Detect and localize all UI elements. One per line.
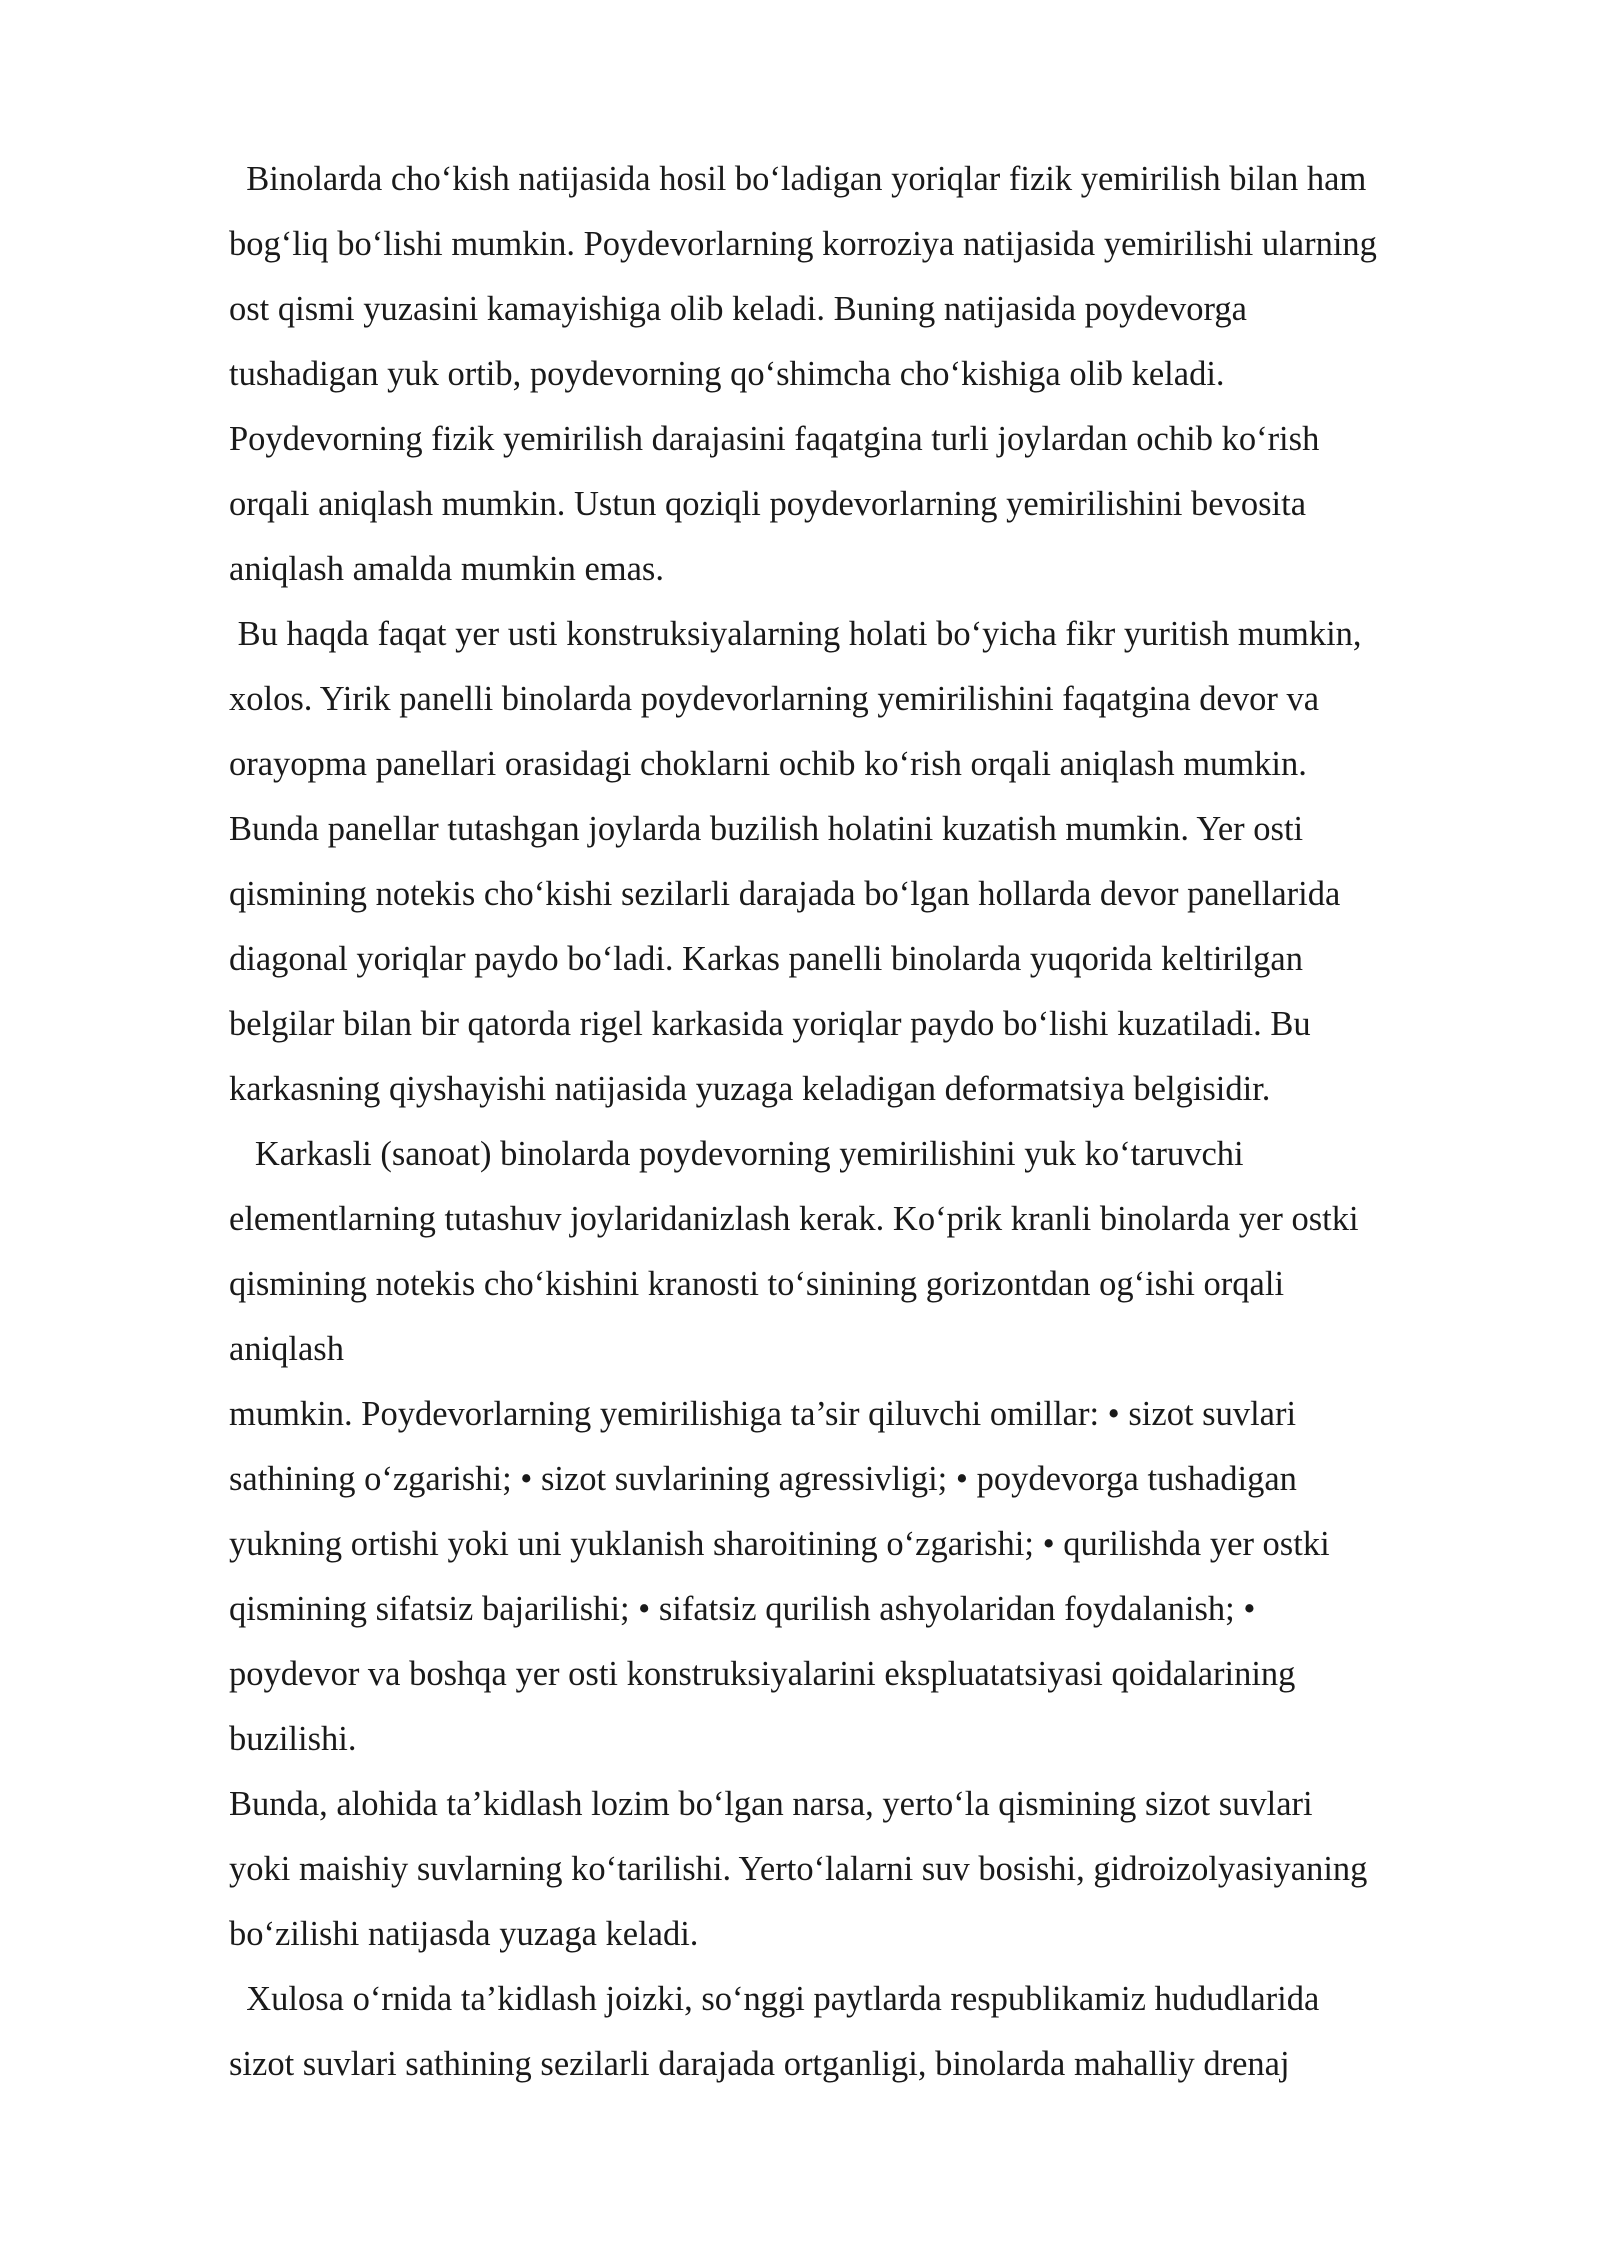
text-line: Poydevorning fizik yemirilish darajasini faqatgina turli joylardan ochib ko‘rish — [229, 420, 1320, 458]
text-line: karkasning qiyshayishi natijasida yuzaga keladigan deformatsiya belgisidir. — [229, 1070, 1271, 1108]
text-line: yukning ortishi yoki uni yuklanish sharoitining o‘zgarishi; • qurilishda yer ostki — [229, 1525, 1330, 1563]
text-line: qismining sifatsiz bajarilishi; • sifatsiz qurilish ashyolaridan foydalanish; • — [229, 1590, 1256, 1628]
text-line: ost qismi yuzasini kamayishiga olib keladi. Buning natijasida poydevorga — [229, 290, 1247, 328]
text-line: xolos. Yirik panelli binolarda poydevorlarning yemirilishini faqatgina devor va — [229, 680, 1320, 718]
text-line: tushadigan yuk ortib, poydevorning qo‘shimcha cho‘kishiga olib keladi. — [229, 355, 1225, 393]
text-line: belgilar bilan bir qatorda rigel karkasida yoriqlar paydo bo‘lishi kuzatiladi. Bu — [229, 1005, 1311, 1043]
text-line: bog‘liq bo‘lishi mumkin. Poydevorlarning korroziya natijasida yemirilishi ularning — [229, 225, 1377, 263]
text-line: Xulosa o‘rnida ta’kidlash joizki, so‘nggi paytlarda respublikamiz hududlarida — [229, 1980, 1320, 2018]
body-text — [229, 147, 1529, 2097]
text-line: aniqlash amalda mumkin emas. — [229, 550, 664, 588]
text-line: orqali aniqlash mumkin. Ustun qoziqli poydevorlarning yemirilishini bevosita — [229, 485, 1307, 523]
text-line: sizot suvlari sathining sezilarli darajada ortganligi, binolarda mahalliy drenaj — [229, 2045, 1290, 2083]
text-line: poydevor va boshqa yer osti konstruksiyalarini ekspluatatsiyasi qoidalarining — [229, 1655, 1296, 1693]
text-line: qismining notekis cho‘kishini kranosti to‘sinining gorizontdan og‘ishi orqali — [229, 1265, 1285, 1303]
text-line: sathining o‘zgarishi; • sizot suvlarining agressivligi; • poydevorga tushadigan — [229, 1460, 1297, 1498]
text-line: Bu haqda faqat yer usti konstruksiyalarning holati bo‘yicha fikr yuritish mumkin, — [229, 615, 1362, 653]
text-line: aniqlash — [229, 1330, 344, 1368]
text-line: Binolarda cho‘kish natijasida hosil bo‘ladigan yoriqlar fizik yemirilish bilan ham — [229, 160, 1367, 198]
text-line: orayopma panellari orasidagi choklarni ochib ko‘rish orqali aniqlash mumkin. — [229, 745, 1307, 783]
text-line: elementlarning tutashuv joylaridanizlash kerak. Ko‘prik kranli binolarda yer ostki — [229, 1200, 1359, 1238]
text-line: yoki maishiy suvlarning ko‘tarilishi. Yerto‘lalarni suv bosishi, gidroizolyasiyaning — [229, 1850, 1368, 1888]
text-line: mumkin. Poydevorlarning yemirilishiga ta’sir qiluvchi omillar: • sizot suvlari — [229, 1395, 1297, 1433]
text-line: diagonal yoriqlar paydo bo‘ladi. Karkas panelli binolarda yuqorida keltirilgan — [229, 940, 1303, 978]
text-line: buzilishi. — [229, 1720, 357, 1758]
text-line: Bunda panellar tutashgan joylarda buzilish holatini kuzatish mumkin. Yer osti — [229, 810, 1304, 848]
text-line: bo‘zilishi natijasda yuzaga keladi. — [229, 1915, 699, 1953]
text-line: Karkasli (sanoat) binolarda poydevorning yemirilishini yuk ko‘taruvchi — [229, 1135, 1244, 1173]
text-line: Bunda, alohida ta’kidlash lozim bo‘lgan narsa, yerto‘la qismining sizot suvlari — [229, 1785, 1313, 1823]
text-line: qismining notekis cho‘kishi sezilarli darajada bo‘lgan hollarda devor panellarida — [229, 875, 1341, 913]
